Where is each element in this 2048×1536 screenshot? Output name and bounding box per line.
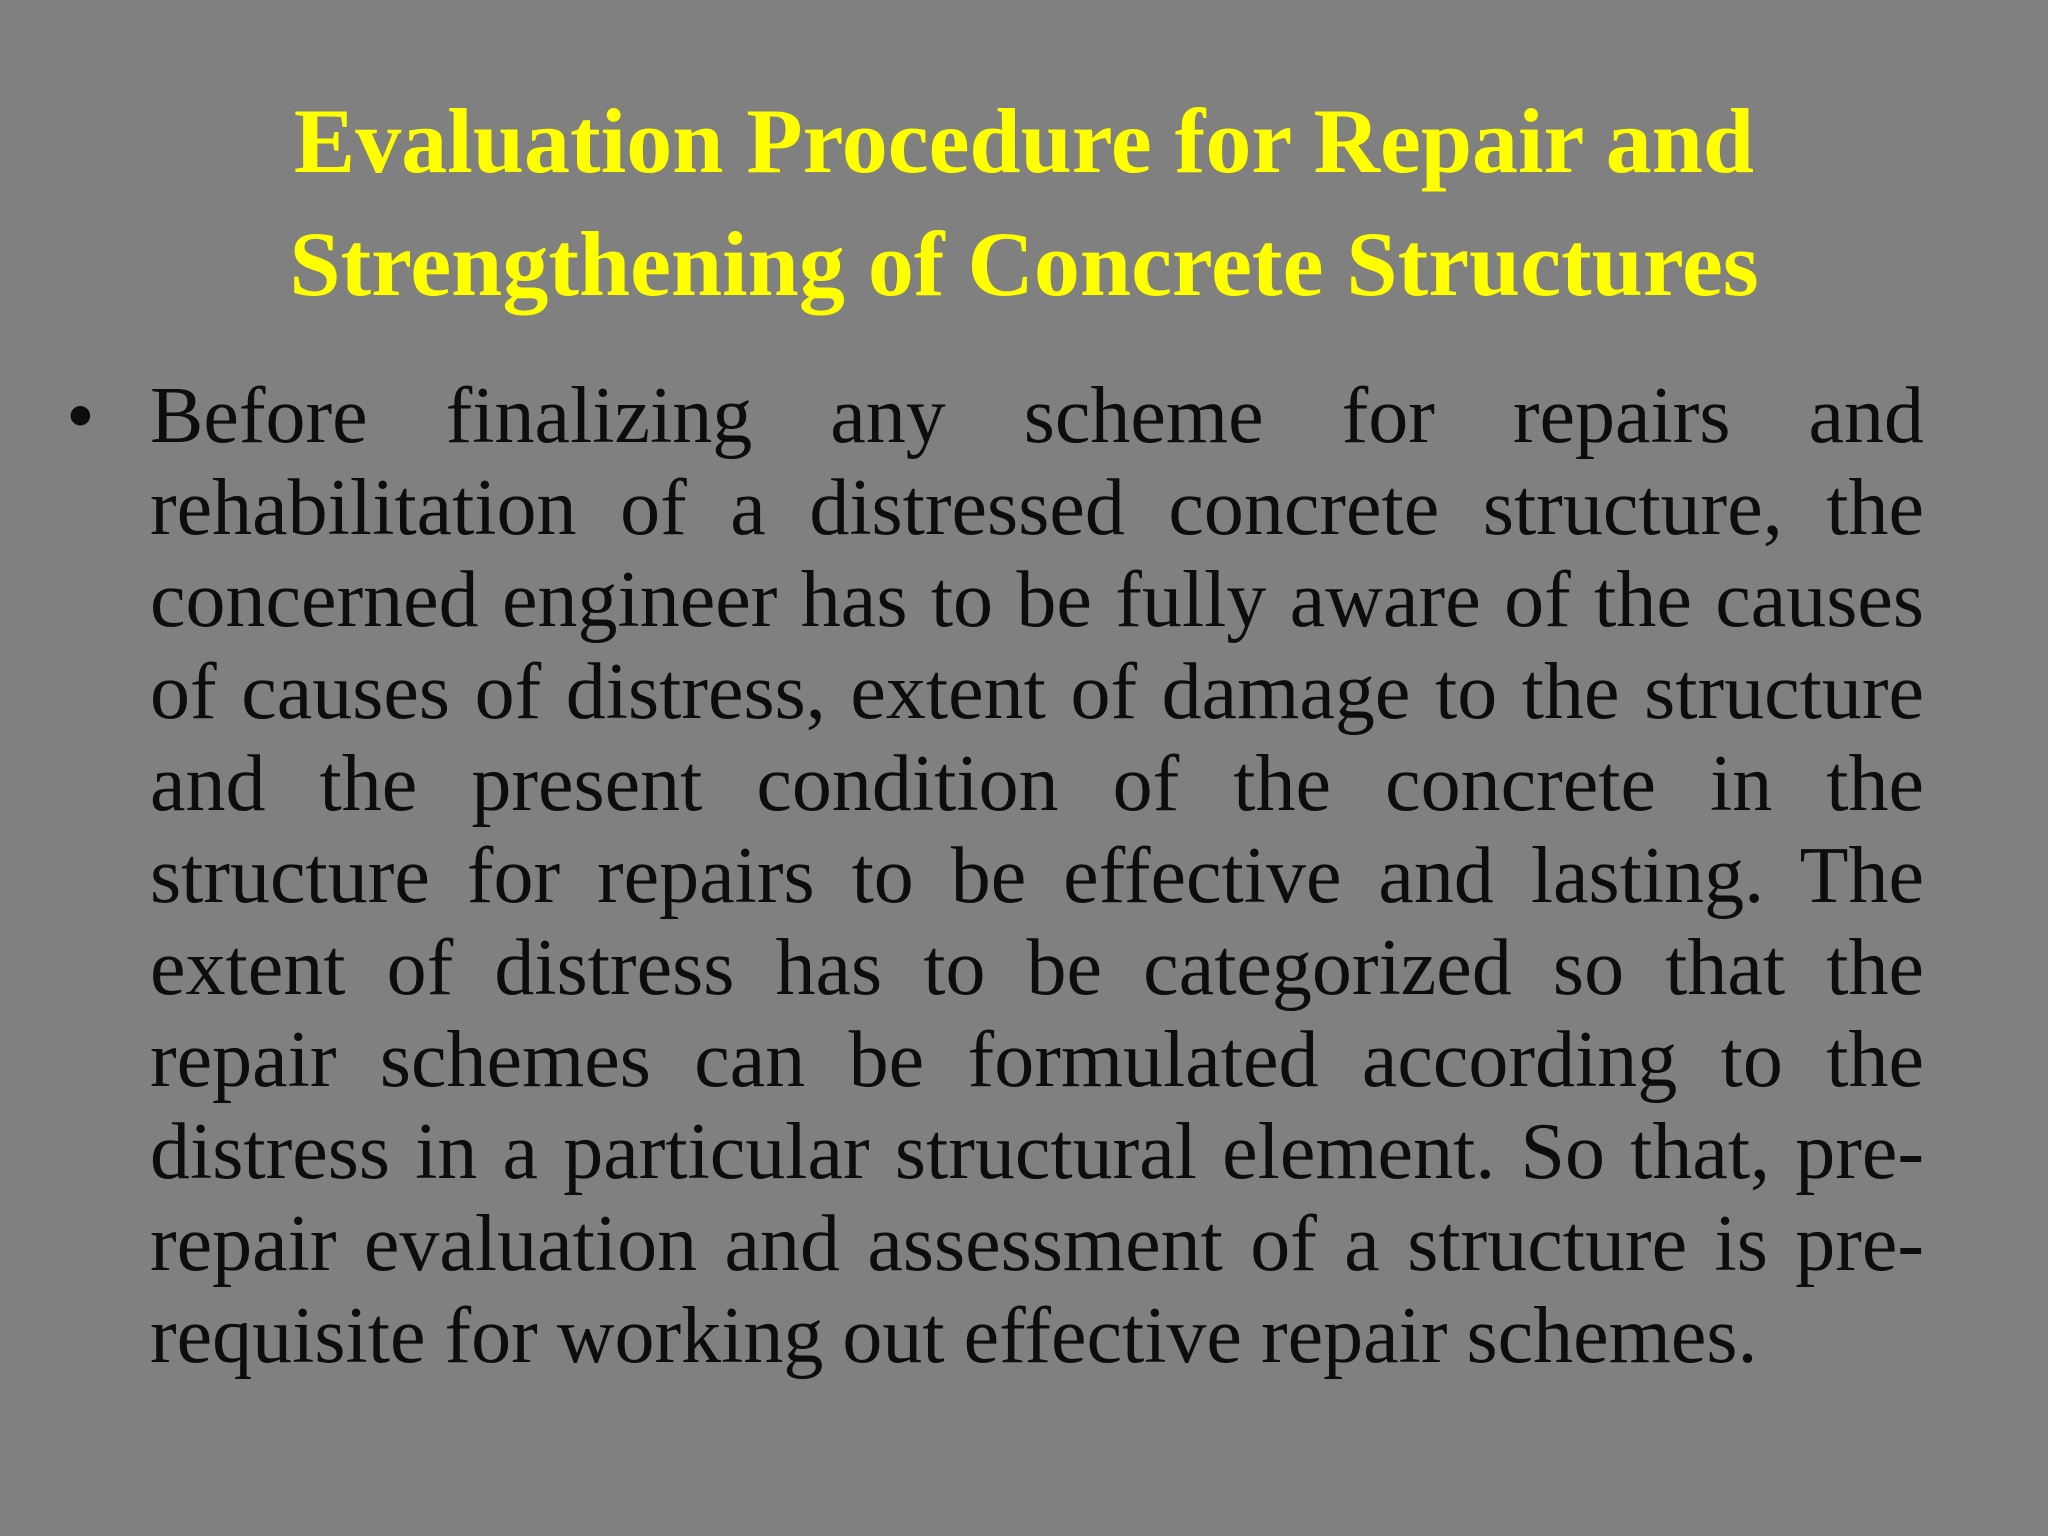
bullet-list	[66, 370, 1924, 1382]
slide-title: Evaluation Procedure for Repair and Strengthening of Concrete Structures	[289, 90, 1759, 315]
bullet-marker: •	[66, 370, 95, 461]
bullet-text: Before finalizing any scheme for repairs and rehabilitation of a distressed concrete structure, the concerned engineer has to be fully aware of the causes of causes of distress, extent of damage to the structure and the present condition of the concrete in the structure for repairs to be effective and lasting. The extent of distress has to be categorized so that the repair schemes can be formulated according to the distress in a particular structural element. So that, pre-repair evaluation and assessment of a structure is pre-requisite for working out effective repair schemes.	[150, 372, 1924, 1380]
bullet-item	[66, 370, 1924, 1382]
